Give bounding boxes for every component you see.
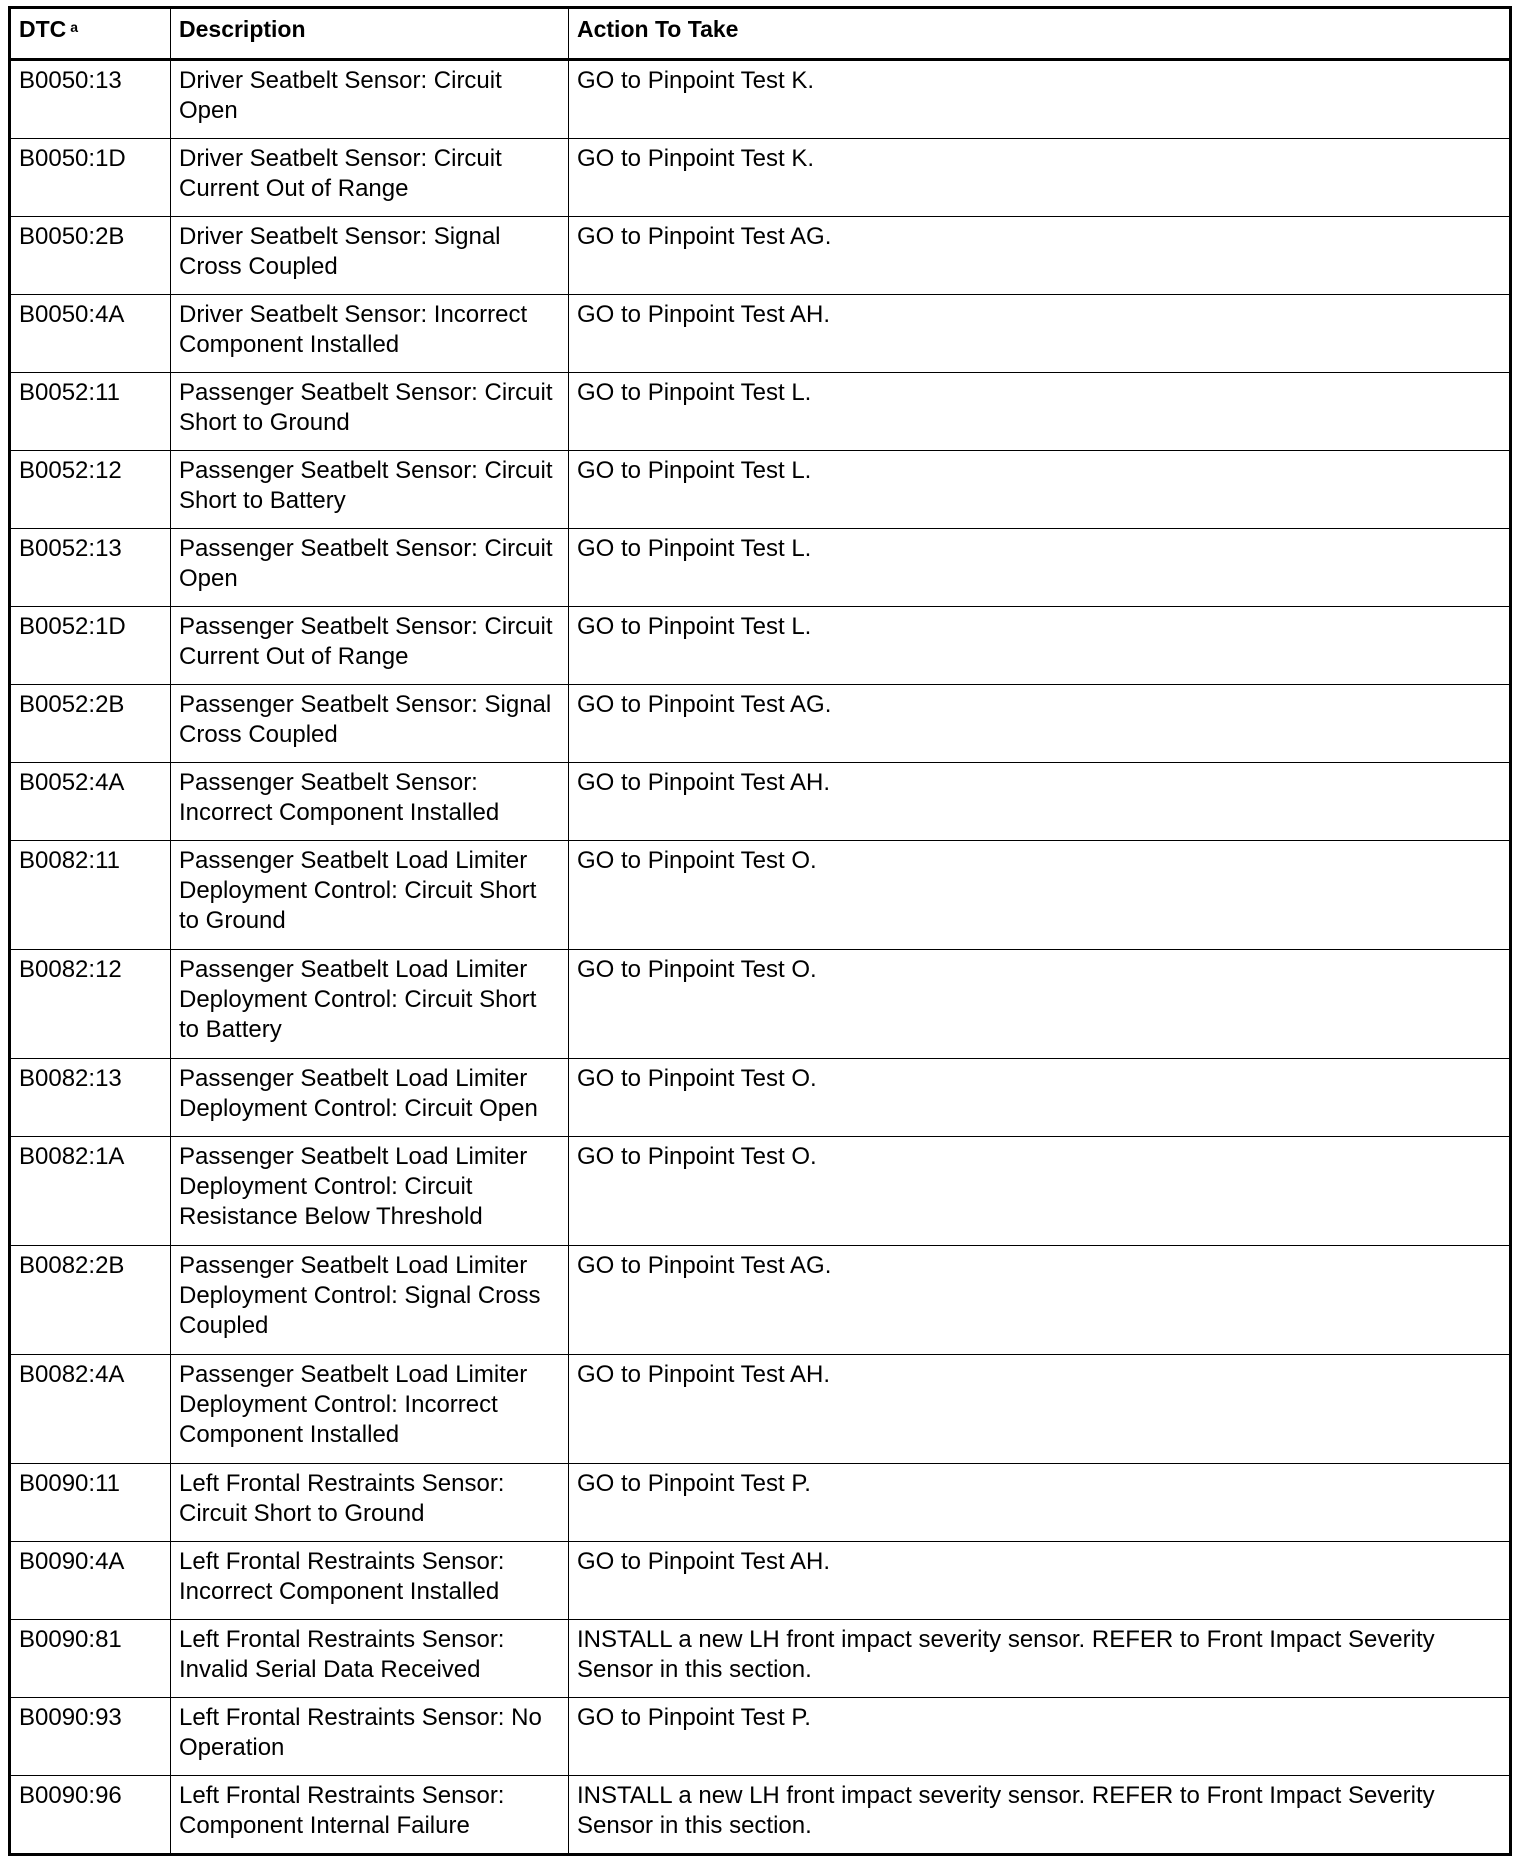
description-cell: Passenger Seatbelt Sensor: Incorrect Component Installed: [171, 763, 569, 841]
action-cell: GO to Pinpoint Test O.: [569, 1059, 1511, 1137]
table-row: [10, 529, 1511, 607]
action-cell: GO to Pinpoint Test L.: [569, 373, 1511, 451]
dtc-cell: B0082:2B: [10, 1246, 171, 1355]
action-cell: GO to Pinpoint Test O.: [569, 841, 1511, 950]
dtc-cell: B0052:1D: [10, 607, 171, 685]
action-cell: GO to Pinpoint Test AH.: [569, 295, 1511, 373]
table-row: [10, 139, 1511, 217]
dtc-table: [8, 6, 1512, 1856]
action-cell: GO to Pinpoint Test AH.: [569, 1542, 1511, 1620]
dtc-cell: B0082:1A: [10, 1137, 171, 1246]
description-cell: Left Frontal Restraints Sensor: Circuit Short to Ground: [171, 1464, 569, 1542]
table-body: [10, 60, 1511, 1855]
action-cell: GO to Pinpoint Test L.: [569, 529, 1511, 607]
table-row: [10, 1620, 1511, 1698]
action-cell: INSTALL a new LH front impact severity sensor. REFER to Front Impact Severity Sensor in this section.: [569, 1776, 1511, 1855]
description-cell: Passenger Seatbelt Load Limiter Deployment Control: Circuit Open: [171, 1059, 569, 1137]
description-cell: Passenger Seatbelt Load Limiter Deployment Control: Circuit Short to Ground: [171, 841, 569, 950]
dtc-cell: B0050:1D: [10, 139, 171, 217]
table-row: [10, 217, 1511, 295]
table-row: [10, 950, 1511, 1059]
dtc-cell: B0082:12: [10, 950, 171, 1059]
dtc-cell: B0052:2B: [10, 685, 171, 763]
table-row: [10, 1542, 1511, 1620]
description-cell: Passenger Seatbelt Sensor: Circuit Short to Battery: [171, 451, 569, 529]
description-cell: Passenger Seatbelt Load Limiter Deployment Control: Signal Cross Coupled: [171, 1246, 569, 1355]
action-cell: GO to Pinpoint Test O.: [569, 950, 1511, 1059]
dtc-cell: B0090:11: [10, 1464, 171, 1542]
action-cell: GO to Pinpoint Test AH.: [569, 763, 1511, 841]
dtc-cell: B0082:13: [10, 1059, 171, 1137]
table-row: [10, 373, 1511, 451]
table-row: [10, 1776, 1511, 1855]
dtc-cell: B0050:4A: [10, 295, 171, 373]
table-row: [10, 1464, 1511, 1542]
action-cell: GO to Pinpoint Test L.: [569, 607, 1511, 685]
table-header: [10, 8, 1511, 60]
table-row: [10, 763, 1511, 841]
description-cell: Passenger Seatbelt Sensor: Circuit Open: [171, 529, 569, 607]
dtc-cell: B0050:13: [10, 60, 171, 139]
dtc-cell: B0052:13: [10, 529, 171, 607]
dtc-cell: B0052:4A: [10, 763, 171, 841]
action-cell: GO to Pinpoint Test P.: [569, 1698, 1511, 1776]
table-row: [10, 607, 1511, 685]
action-cell: GO to Pinpoint Test K.: [569, 60, 1511, 139]
dtc-cell: B0052:12: [10, 451, 171, 529]
action-cell: INSTALL a new LH front impact severity sensor. REFER to Front Impact Severity Sensor in this section.: [569, 1620, 1511, 1698]
dtc-cell: B0082:4A: [10, 1355, 171, 1464]
description-cell: Left Frontal Restraints Sensor: Component Internal Failure: [171, 1776, 569, 1855]
action-cell: GO to Pinpoint Test AH.: [569, 1355, 1511, 1464]
description-cell: Passenger Seatbelt Load Limiter Deployment Control: Circuit Short to Battery: [171, 950, 569, 1059]
header-dtc-label: DTC: [19, 16, 67, 42]
dtc-cell: B0090:93: [10, 1698, 171, 1776]
action-cell: GO to Pinpoint Test AG.: [569, 217, 1511, 295]
action-cell: GO to Pinpoint Test AG.: [569, 1246, 1511, 1355]
header-action: Action To Take: [569, 8, 1511, 60]
table-row: [10, 1137, 1511, 1246]
description-cell: Driver Seatbelt Sensor: Circuit Open: [171, 60, 569, 139]
action-cell: GO to Pinpoint Test O.: [569, 1137, 1511, 1246]
action-cell: GO to Pinpoint Test K.: [569, 139, 1511, 217]
table-row: [10, 1059, 1511, 1137]
table-row: [10, 841, 1511, 950]
description-cell: Left Frontal Restraints Sensor: No Operation: [171, 1698, 569, 1776]
dtc-cell: B0050:2B: [10, 217, 171, 295]
table-row: [10, 60, 1511, 139]
header-dtc: [10, 8, 171, 60]
table-row: [10, 295, 1511, 373]
dtc-cell: B0090:96: [10, 1776, 171, 1855]
description-cell: Driver Seatbelt Sensor: Signal Cross Coupled: [171, 217, 569, 295]
action-cell: GO to Pinpoint Test L.: [569, 451, 1511, 529]
description-cell: Passenger Seatbelt Sensor: Circuit Current Out of Range: [171, 607, 569, 685]
description-cell: Driver Seatbelt Sensor: Circuit Current Out of Range: [171, 139, 569, 217]
table-row: [10, 451, 1511, 529]
dtc-cell: B0090:81: [10, 1620, 171, 1698]
dtc-cell: B0052:11: [10, 373, 171, 451]
description-cell: Left Frontal Restraints Sensor: Invalid Serial Data Received: [171, 1620, 569, 1698]
description-cell: Passenger Seatbelt Load Limiter Deployment Control: Incorrect Component Installed: [171, 1355, 569, 1464]
description-cell: Left Frontal Restraints Sensor: Incorrect Component Installed: [171, 1542, 569, 1620]
description-cell: Passenger Seatbelt Sensor: Circuit Short to Ground: [171, 373, 569, 451]
description-cell: Passenger Seatbelt Sensor: Signal Cross Coupled: [171, 685, 569, 763]
table-row: [10, 1355, 1511, 1464]
action-cell: GO to Pinpoint Test AG.: [569, 685, 1511, 763]
description-cell: Passenger Seatbelt Load Limiter Deployment Control: Circuit Resistance Below Threshold: [171, 1137, 569, 1246]
table-row: [10, 1698, 1511, 1776]
dtc-cell: B0090:4A: [10, 1542, 171, 1620]
description-cell: Driver Seatbelt Sensor: Incorrect Component Installed: [171, 295, 569, 373]
header-row: [10, 8, 1511, 60]
table-row: [10, 1246, 1511, 1355]
table-row: [10, 685, 1511, 763]
header-dtc-footnote: a: [70, 19, 79, 35]
action-cell: GO to Pinpoint Test P.: [569, 1464, 1511, 1542]
dtc-cell: B0082:11: [10, 841, 171, 950]
header-description: Description: [171, 8, 569, 60]
